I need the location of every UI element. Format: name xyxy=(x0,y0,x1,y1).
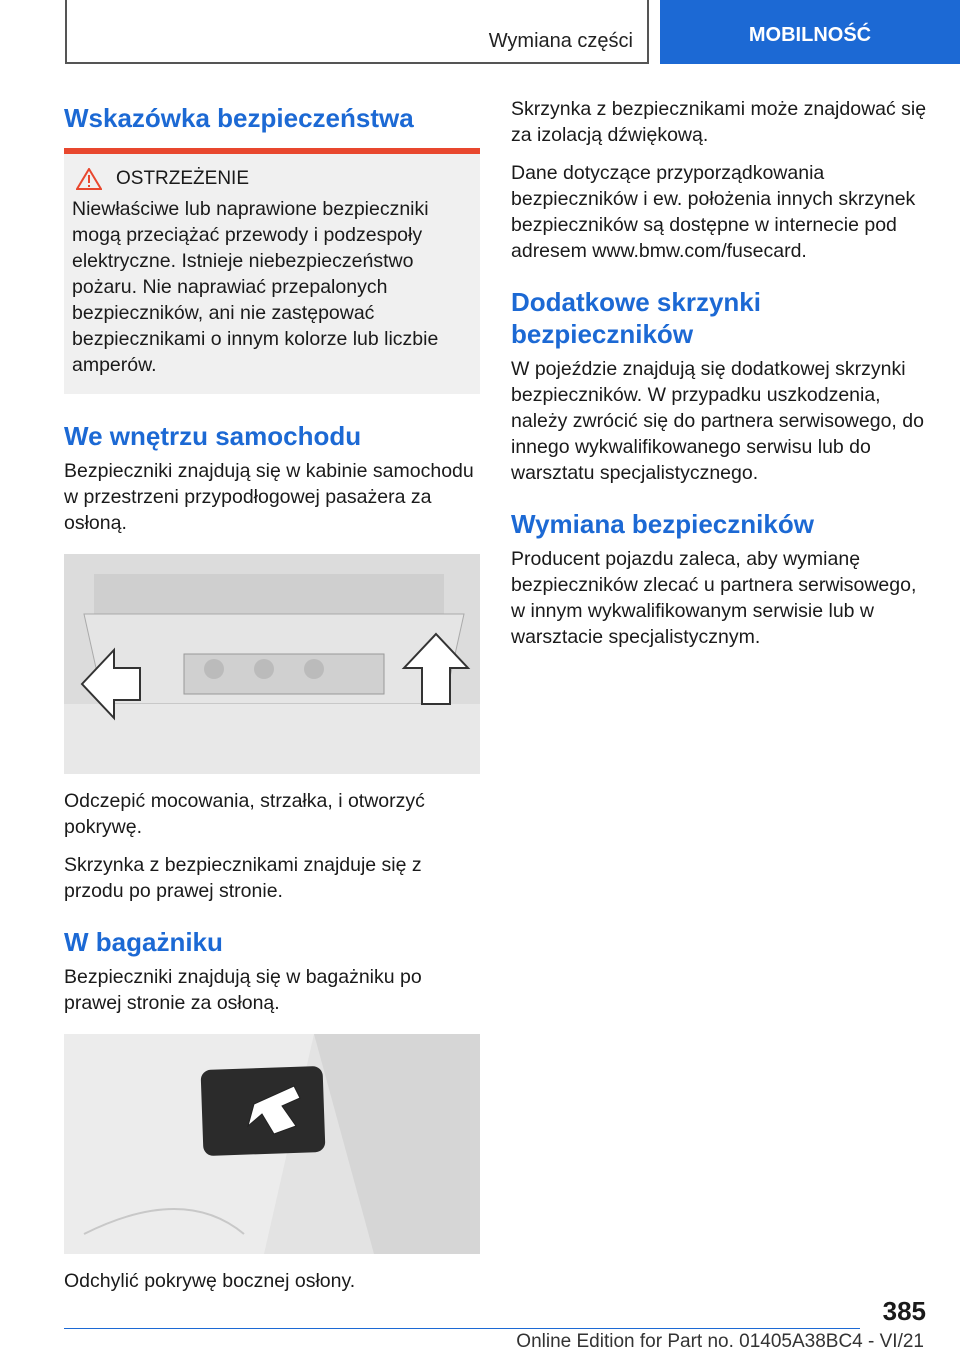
replace-fuses-paragraph: Producent pojazdu zaleca, aby wymianę bezpieczników zlecać u partnera serwisowego, w innym wykwalifikowanym serwisie lub w warsztacie specjalistycznym. xyxy=(511,548,917,648)
header-chapter-tab[interactable]: MOBILNOŚĆ xyxy=(660,0,960,64)
interior-heading: We wnętrzu samochodu xyxy=(64,421,362,451)
left-column xyxy=(64,96,480,1306)
warning-title-row xyxy=(72,168,472,190)
fusecard-paragraph: Dane dotyczące przyporządkowania bezpieczników i ew. położenia innych skrzynek bezpieczników są dostępne w internecie pod adresem www.bmw.com/fusecard. xyxy=(511,162,916,262)
insulation-paragraph: Skrzynka z bezpiecznikami może znajdować się za izolacją dźwiękową. xyxy=(511,98,927,146)
trunk-paragraph: Bezpieczniki znajdują się w bagażniku po prawej stronie za osłoną. xyxy=(64,966,422,1014)
trunk-heading: W bagażniku xyxy=(64,927,223,957)
page-number: 385 xyxy=(882,1296,926,1326)
footer-edition: Online Edition for Part no. 01405A38BC4 - VI/21 xyxy=(516,1331,924,1352)
interior-location: Skrzynka z bezpiecznikami znajduje się z przodu po prawej stronie. xyxy=(64,854,422,902)
additional-boxes-heading: Dodatkowe skrzynki bezpieczników xyxy=(511,287,761,349)
header-section-title: Wymiana części xyxy=(488,30,633,52)
trunk-illustration xyxy=(64,1034,480,1254)
warning-box xyxy=(64,154,480,394)
trunk-fuse-image xyxy=(64,1034,480,1254)
trunk-caption: Odchylić pokrywę bocznej osłony. xyxy=(64,1270,356,1292)
interior-paragraph: Bezpieczniki znajdują się w kabinie samochodu w przestrzeni przypodłogowej pasażera za osłoną. xyxy=(64,460,474,534)
additional-boxes-paragraph: W pojeździe znajdują się dodatkowej skrzynki bezpieczników. W przypadku uszkodzenia, należy zwrócić się do partnera serwisowego, do innego wykwalifikowanego serwisu lub do warsztatu specjalistycznego. xyxy=(511,358,924,484)
warning-title: OSTRZEŻENIE xyxy=(116,168,250,189)
interior-caption: Odczepić mocowania, strzałka, i otworzyć pokrywę. xyxy=(64,790,425,838)
warning-triangle-icon xyxy=(76,168,102,190)
safety-heading: Wskazówka bezpieczeństwa xyxy=(64,103,414,133)
replace-fuses-heading: Wymiana bezpieczników xyxy=(511,509,814,539)
interior-illustration xyxy=(64,554,480,774)
footer-rule xyxy=(64,1328,860,1329)
interior-fuse-image xyxy=(64,554,480,774)
header-frame xyxy=(65,0,649,64)
warning-text: Niewłaściwe lub naprawione bezpieczniki mogą przeciążać przewody i podzespoły elektryczne. Istnieje niebezpieczeństwo pożaru. Nie naprawiać przepalonych bezpieczników, ani nie zastępować bezpiecznikami o innym kolorze lub liczbie amperów. xyxy=(72,198,439,376)
right-column xyxy=(511,96,931,662)
